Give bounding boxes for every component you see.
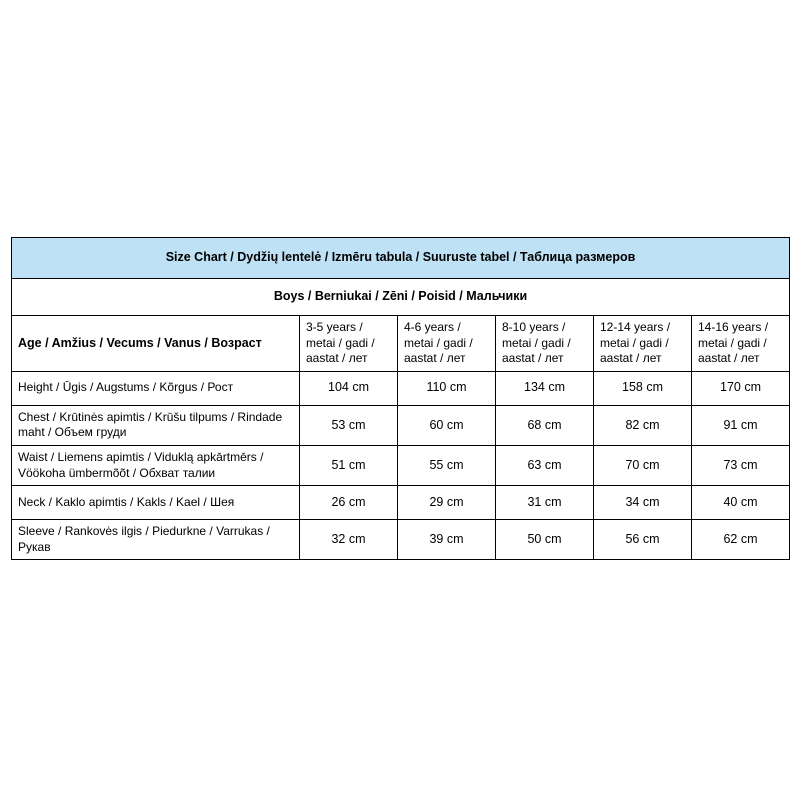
cell-chest-3: 68 cm xyxy=(496,405,594,445)
cell-waist-4: 70 cm xyxy=(594,445,692,485)
cell-sleeve-1: 32 cm xyxy=(300,520,398,560)
cell-sleeve-5: 62 cm xyxy=(692,520,790,560)
cell-chest-4: 82 cm xyxy=(594,405,692,445)
chart-title: Size Chart / Dydžių lentelė / Izmēru tabula / Suuruste tabel / Таблица размеров xyxy=(12,238,790,279)
age-column-1: 3-5 years / metai / gadi / aastat / лет xyxy=(300,316,398,372)
age-column-5: 14-16 years / metai / gadi / aastat / лет xyxy=(692,316,790,372)
size-chart-sheet xyxy=(11,237,789,560)
size-chart-table xyxy=(11,237,790,560)
age-column-4: 12-14 years / metai / gadi / aastat / лет xyxy=(594,316,692,372)
cell-neck-5: 40 cm xyxy=(692,486,790,520)
cell-neck-1: 26 cm xyxy=(300,486,398,520)
cell-chest-5: 91 cm xyxy=(692,405,790,445)
cell-height-5: 170 cm xyxy=(692,371,790,405)
table-row xyxy=(12,520,790,560)
row-label-neck: Neck / Kaklo apimtis / Kakls / Kael / Шея xyxy=(12,486,300,520)
cell-height-2: 110 cm xyxy=(398,371,496,405)
chart-title-row xyxy=(12,238,790,279)
table-row xyxy=(12,405,790,445)
cell-sleeve-4: 56 cm xyxy=(594,520,692,560)
cell-sleeve-2: 39 cm xyxy=(398,520,496,560)
cell-chest-2: 60 cm xyxy=(398,405,496,445)
table-header-row xyxy=(12,316,790,372)
row-label-sleeve: Sleeve / Rankovės ilgis / Piedurkne / Varrukas / Рукав xyxy=(12,520,300,560)
cell-waist-5: 73 cm xyxy=(692,445,790,485)
cell-sleeve-3: 50 cm xyxy=(496,520,594,560)
cell-height-4: 158 cm xyxy=(594,371,692,405)
cell-height-1: 104 cm xyxy=(300,371,398,405)
chart-group-label: Boys / Berniukai / Zēni / Poisid / Мальчики xyxy=(12,279,790,316)
cell-waist-3: 63 cm xyxy=(496,445,594,485)
cell-waist-1: 51 cm xyxy=(300,445,398,485)
cell-waist-2: 55 cm xyxy=(398,445,496,485)
age-column-2: 4-6 years / metai / gadi / aastat / лет xyxy=(398,316,496,372)
table-row xyxy=(12,445,790,485)
table-row xyxy=(12,371,790,405)
cell-chest-1: 53 cm xyxy=(300,405,398,445)
chart-group-row xyxy=(12,279,790,316)
row-label-chest: Chest / Krūtinės apimtis / Krūšu tilpums / Rindade maht / Объем груди xyxy=(12,405,300,445)
cell-height-3: 134 cm xyxy=(496,371,594,405)
age-row-label: Age / Amžius / Vecums / Vanus / Возраст xyxy=(12,316,300,372)
cell-neck-3: 31 cm xyxy=(496,486,594,520)
row-label-waist: Waist / Liemens apimtis / Viduklą apkārtmērs / Vöökoha ümbermõõt / Обхват талии xyxy=(12,445,300,485)
cell-neck-2: 29 cm xyxy=(398,486,496,520)
row-label-height: Height / Ūgis / Augstums / Kõrgus / Рост xyxy=(12,371,300,405)
cell-neck-4: 34 cm xyxy=(594,486,692,520)
table-row xyxy=(12,486,790,520)
age-column-3: 8-10 years / metai / gadi / aastat / лет xyxy=(496,316,594,372)
